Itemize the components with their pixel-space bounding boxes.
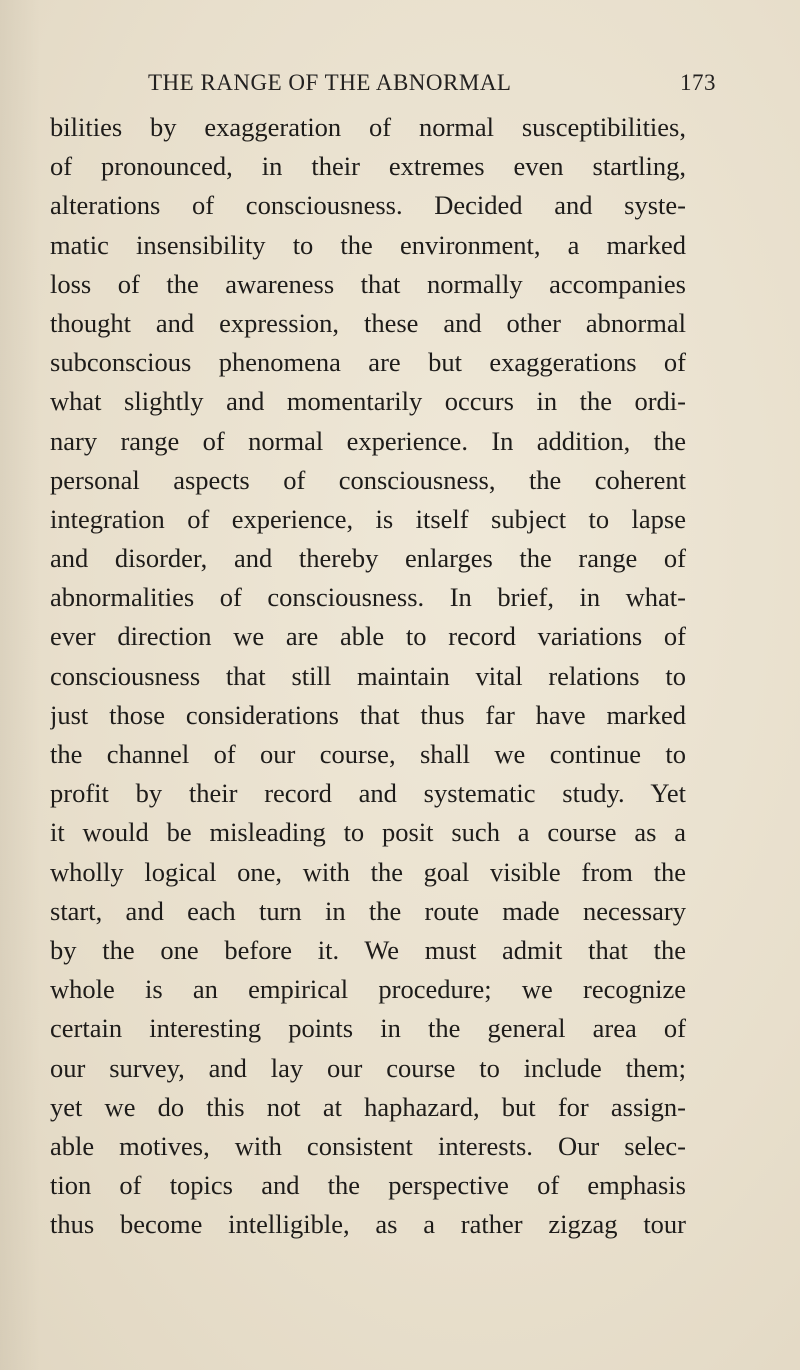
body-text: [50, 108, 686, 1244]
text-line: abnormalities of consciousness. In brief, in what-: [50, 582, 686, 613]
text-line: yet we do this not at haphazard, but for assign-: [50, 1091, 686, 1122]
text-line: thought and expression, these and other abnormal: [50, 307, 686, 338]
running-title: THE RANGE OF THE ABNORMAL: [148, 70, 512, 95]
text-line: what slightly and momentarily occurs in the ordi-: [50, 386, 686, 417]
text-line: of pronounced, in their extremes even startling,: [50, 151, 686, 182]
text-line: tion of topics and the perspective of emphasis: [50, 1170, 686, 1201]
text-line: thus become intelligible, as a rather zigzag tour: [50, 1209, 686, 1240]
text-line: loss of the awareness that normally accompanies: [50, 268, 686, 299]
text-line: bilities by exaggeration of normal susceptibilities,: [50, 112, 686, 142]
text-line: subconscious phenomena are but exaggerations of: [50, 347, 686, 378]
text-line: our survey, and lay our course to include them;: [50, 1052, 686, 1083]
text-line: consciousness that still maintain vital relations to: [50, 660, 686, 691]
text-line: whole is an empirical procedure; we recognize: [50, 974, 686, 1005]
text-line: alterations of consciousness. Decided and syste-: [50, 190, 686, 221]
text-line: integration of experience, is itself subject to lapse: [50, 503, 686, 534]
text-line: profit by their record and systematic study. Yet: [50, 778, 686, 809]
text-line: able motives, with consistent interests. Our selec-: [50, 1130, 686, 1161]
page-number: 173: [680, 70, 716, 95]
text-line: certain interesting points in the general area of: [50, 1013, 686, 1044]
text-line: personal aspects of consciousness, the coherent: [50, 464, 686, 495]
text-line: and disorder, and thereby enlarges the range of: [50, 543, 686, 574]
text-line: just those considerations that thus far have marked: [50, 699, 686, 730]
text-line: it would be misleading to posit such a course as a: [50, 817, 686, 848]
text-line: the channel of our course, shall we continue to: [50, 739, 686, 769]
text-line: by the one before it. We must admit that the: [50, 934, 686, 965]
text-line: start, and each turn in the route made necessary: [50, 895, 686, 926]
text-line: matic insensibility to the environment, a marked: [50, 229, 686, 260]
running-head: [148, 70, 716, 104]
text-line: ever direction we are able to record variations of: [50, 621, 686, 652]
text-line: wholly logical one, with the goal visible from the: [50, 856, 686, 887]
text-line: nary range of normal experience. In addition, the: [50, 425, 686, 456]
